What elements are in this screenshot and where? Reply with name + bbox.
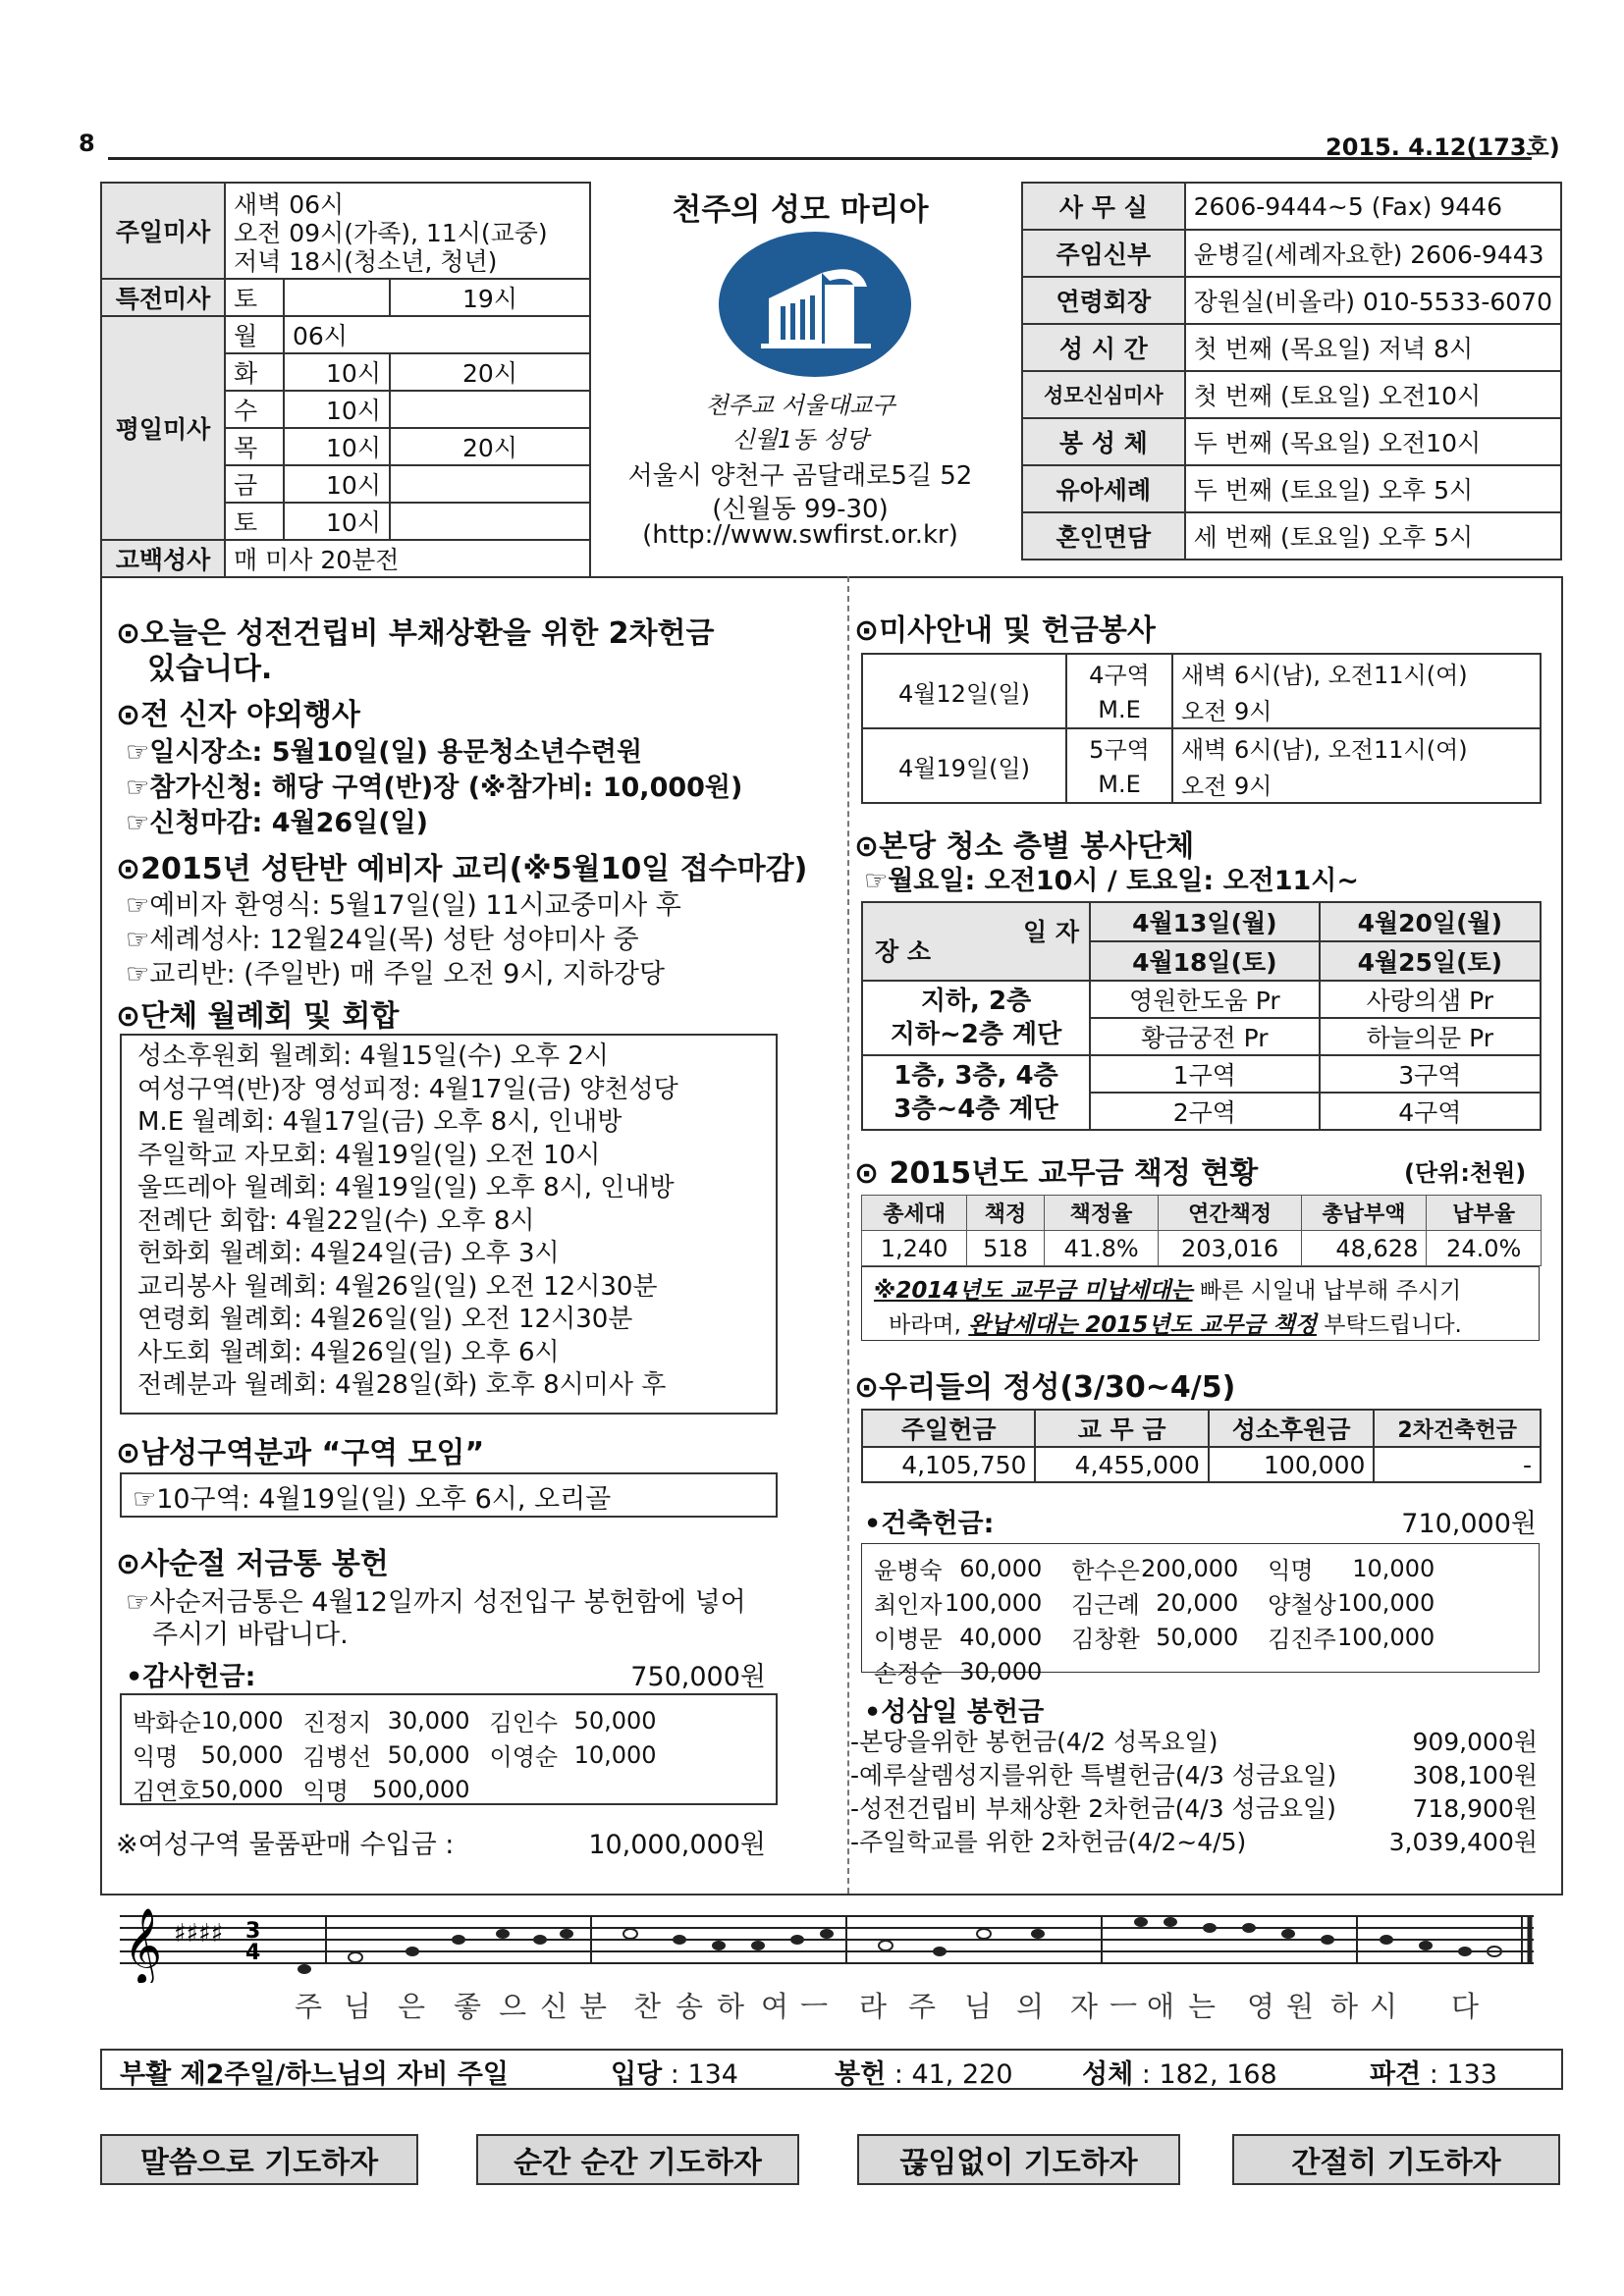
cleaning-table: [861, 901, 1542, 1131]
parish-address-2: (신월동 99-30): [712, 495, 889, 524]
tithe-note-emph: ※2014년도 교무금 미납세대는: [874, 1278, 1193, 1304]
hymn-lyric: 시: [1370, 1990, 1398, 2023]
prayer-button-word[interactable]: 말씀으로 기도하자: [100, 2134, 418, 2185]
thanks-total: 750,000원: [630, 1662, 766, 1692]
meeting-item: M.E 월례회: 4월17일(금) 오후 8시, 인내방: [137, 1107, 623, 1137]
donor-amount: 50,000: [200, 1740, 284, 1769]
stats-communion-value: 182, 168: [1159, 2059, 1277, 2090]
sunday-time: 오전 09시(가족), 11시(교중): [234, 218, 548, 247]
contact-value: 장원실(비올라) 010-5533-6070: [1185, 277, 1561, 324]
cleaning-cell: 1구역: [1090, 1055, 1320, 1093]
contact-value: 윤병길(세례자요한) 2606-9443: [1185, 230, 1561, 277]
sunday-time: 저녁 18시(청소년, 청년): [234, 246, 498, 276]
logo-calligraphy-1: 천주교 서울대교구: [705, 392, 895, 419]
special-empty: [284, 279, 390, 316]
meeting-item: 전례분과 월례회: 4월28일(화) 호후 8시미사 후: [137, 1370, 667, 1400]
meeting-item: 전례단 회합: 4월22일(수) 오후 8시: [137, 1205, 535, 1236]
triduum-label: •성삼일 봉헌금: [864, 1697, 1045, 1728]
triduum-name: -예루살렘성지를위한 특별헌금(4/3 성금요일): [850, 1761, 1337, 1789]
donor-name: 박화순: [133, 1709, 201, 1736]
weekday-day: 금: [225, 465, 284, 503]
outing-line: ☞참가신청: 해당 구역(반)장 (※참가비: 10,000원): [126, 773, 743, 803]
donor-name: 한수은: [1071, 1557, 1140, 1584]
triduum-list: [850, 1726, 1538, 1859]
weekday-day: 화: [225, 353, 284, 391]
weekday-time: 10시: [284, 391, 390, 428]
svg-text:𝄞: 𝄞: [124, 1907, 163, 1983]
hymn-lyric: 의: [1016, 1990, 1045, 2023]
donor-amount: 100,000: [1337, 1623, 1435, 1651]
donor-amount: 100,000: [945, 1588, 1043, 1617]
cleaning-head-place: 장 소: [875, 937, 932, 966]
logo-calligraphy-2: 신월1동 성당: [731, 426, 869, 454]
donor-name: 이병문: [874, 1626, 943, 1653]
weekday-day: 수: [225, 391, 284, 428]
mass-info-title: ⊙미사안내 및 헌금봉사: [854, 614, 1156, 648]
special-mass-label: 특전미사: [101, 279, 225, 316]
weekday-mass-label: 평일미사: [101, 316, 225, 540]
tithe-note-text: 바라며,: [889, 1312, 969, 1338]
meeting-item: 헌화회 월례회: 4월24일(금) 오후 3시: [137, 1239, 560, 1268]
mass-schedule-table: [100, 182, 591, 578]
offering-value: -: [1374, 1447, 1541, 1482]
parish-website[interactable]: (http://www.swfirst.or.kr): [642, 520, 958, 550]
mass-info-table: [861, 653, 1542, 804]
cleaning-date: 4월13일(월): [1090, 902, 1320, 941]
tithe-value: 48,628: [1301, 1231, 1427, 1266]
hymn-lyric: 애: [1147, 1990, 1175, 2023]
donor-amount: 10,000: [573, 1740, 657, 1769]
tithe-header: 책정: [967, 1196, 1045, 1231]
triduum-amount: 909,000원: [1412, 1728, 1538, 1756]
svg-text:3: 3: [245, 1919, 261, 1944]
triduum-row: [850, 1792, 1538, 1826]
cleaning-place-line: 지하, 2층: [920, 987, 1032, 1016]
contact-value: 두 번째 (목요일) 오전10시: [1185, 418, 1561, 465]
meeting-item: 성소후원회 월례회: 4월15일(수) 오후 2시: [137, 1041, 609, 1071]
hymn-lyric: 영: [1247, 1990, 1275, 2023]
meeting-item: 울뜨레아 월례회: 4월19일(일) 오후 8시, 인내방: [137, 1173, 675, 1202]
offerings-title: ⊙우리들의 정성(3/30~4/5): [854, 1370, 1236, 1405]
donor-name: 손정순: [874, 1660, 943, 1687]
weekday-time: [390, 503, 590, 540]
hymn-lyric: 하: [1330, 1990, 1359, 2023]
stats-dismissal-label: 파견: [1370, 2059, 1422, 2090]
offering-header: 주일헌금: [862, 1410, 1035, 1447]
triduum-amount: 3,039,400원: [1388, 1828, 1538, 1856]
tithe-header: 총납부액: [1301, 1196, 1427, 1231]
stats-dismissal-value: 133: [1446, 2059, 1497, 2090]
weekday-time: 10시: [284, 353, 390, 391]
catechism-line: ☞세례성사: 12월24일(목) 성탄 성야미사 중: [126, 925, 639, 955]
donor-name: 이영순: [489, 1743, 559, 1771]
confession-label: 고백성사: [101, 540, 225, 577]
prayer-button-moment[interactable]: 순간 순간 기도하자: [476, 2134, 799, 2185]
cleaning-cell: 황금궁전 Pr: [1090, 1018, 1320, 1055]
hymn-lyric: 님: [344, 1990, 372, 2023]
contact-value: 세 번째 (토요일) 오후 5시: [1185, 512, 1561, 560]
music-staff-icon: [120, 1904, 1543, 1983]
lent-line: ☞사순저금통은 4월12일까지 성전입구 봉헌함에 넣어: [126, 1587, 746, 1618]
parish-address: 서울시 양천구 곰달래로5길 52: [627, 461, 973, 491]
issue-label: 2015. 4.12(173호): [1326, 133, 1560, 161]
svg-text:♯♯♯♯: ♯♯♯♯: [174, 1919, 224, 1949]
cleaning-header-cell: [862, 902, 1090, 981]
hymn-lyric: 여: [761, 1990, 789, 2023]
donor-amount: 500,000: [372, 1775, 470, 1803]
hymn-lyric: 찬: [633, 1990, 662, 2023]
hymn-lyric: 으: [499, 1990, 527, 2023]
contact-label: 성모신심미사: [1022, 371, 1185, 418]
hymn-lyric: 주: [295, 1990, 323, 2023]
weekday-time: 10시: [284, 465, 390, 503]
donor-amount: 30,000: [387, 1706, 470, 1735]
tithe-value: 1,240: [862, 1231, 967, 1266]
hymn-lyric: 원: [1286, 1990, 1315, 2023]
weekday-time: [390, 465, 590, 503]
mass-group: M.E: [1066, 691, 1172, 728]
donor-name: 익명: [133, 1743, 179, 1771]
stats-communion-label: 성체: [1082, 2059, 1134, 2090]
tithe-title: ⊙ 2015년도 교무금 책정 현황: [854, 1156, 1259, 1191]
tithe-value: 41.8%: [1044, 1231, 1159, 1266]
svg-text:4: 4: [245, 1941, 261, 1965]
tithe-note-line: [889, 1307, 1462, 1339]
stats-sunday: 부활 제2주일/하느님의 자비 주일: [120, 2059, 509, 2090]
hymn-lyric: 은: [398, 1990, 426, 2023]
mass-times: 오전 9시: [1172, 766, 1541, 803]
triduum-amount: 308,100원: [1412, 1761, 1538, 1789]
donor-amount: 10,000: [1352, 1554, 1435, 1582]
tithe-note-text: 부탁드립니다.: [1316, 1312, 1462, 1338]
donor-amount: 50,000: [200, 1775, 284, 1803]
donor-name: 김연호: [133, 1778, 201, 1805]
cleaning-cell: 3구역: [1320, 1055, 1541, 1093]
mass-date: 4월12일(일): [862, 654, 1066, 728]
triduum-row: [850, 1726, 1538, 1759]
donor-amount: 40,000: [959, 1623, 1043, 1651]
sunday-mass-label: 주일미사: [101, 183, 225, 279]
catechism-line: ☞교리반: (주일반) 매 주일 오전 9시, 지하강당: [126, 959, 665, 989]
donor-name: 김인수: [489, 1709, 559, 1736]
tithe-table: [861, 1195, 1542, 1266]
contact-value: 두 번째 (토요일) 오후 5시: [1185, 465, 1561, 512]
triduum-name: -주일학교를 위한 2차헌금(4/2~4/5): [850, 1828, 1247, 1856]
meeting-item: 교리봉사 월례회: 4월26일(일) 오전 12시30분: [137, 1271, 658, 1302]
donor-amount: 60,000: [959, 1554, 1043, 1582]
donor-amount: [559, 1772, 657, 1806]
contact-label: 연령회장: [1022, 277, 1185, 324]
donor-name: 김창환: [1071, 1626, 1140, 1653]
mass-group: M.E: [1066, 766, 1172, 803]
hymn-lyric: 자: [1070, 1990, 1099, 2023]
tithe-note-line: [874, 1272, 1461, 1305]
cleaning-place-line: 1층, 3층, 4층: [893, 1061, 1058, 1091]
cleaning-cell: 사랑의샘 Pr: [1320, 981, 1541, 1018]
cleaning-date: 4월18일(토): [1090, 941, 1320, 981]
men-district-title: ⊙남성구역분과 “구역 모임”: [116, 1436, 485, 1470]
cleaning-title: ⊙본당 청소 층별 봉사단체: [854, 829, 1195, 864]
lent-title: ⊙사순절 저금통 봉헌: [116, 1547, 389, 1581]
cleaning-cell: 2구역: [1090, 1093, 1320, 1130]
mass-times: 오전 9시: [1172, 691, 1541, 728]
men-district-line: ☞10구역: 4월19일(일) 오후 6시, 오리골: [133, 1484, 612, 1515]
hymn-lyric: 좋: [454, 1990, 482, 2023]
triduum-name: -본당을위한 봉헌금(4/2 성목요일): [850, 1728, 1218, 1756]
weekday-day: 목: [225, 428, 284, 465]
contact-label: 혼인면담: [1022, 512, 1185, 560]
hymn-lyric: 신: [540, 1990, 568, 2023]
offering-value: 4,105,750: [862, 1447, 1035, 1482]
tithe-header: 책정율: [1044, 1196, 1159, 1231]
sunday-time: 새벽 06시: [234, 189, 345, 219]
donor-empty: [1336, 1654, 1435, 1688]
triduum-row: [850, 1759, 1538, 1792]
offerings-table: [861, 1409, 1542, 1483]
cleaning-subtitle: ☞월요일: 오전10시 / 토요일: 오전11시~: [864, 866, 1360, 896]
parish-title: 천주의 성모 마리아: [672, 192, 929, 228]
notice-second-collection: ⊙오늘은 성전건립비 부채상환을 위한 2차헌금: [116, 616, 715, 651]
weekday-day: 월: [225, 316, 284, 353]
contact-value: 2606-9444~5 (Fax) 9446: [1185, 183, 1561, 230]
hymn-lyric: ㅡ: [800, 1990, 829, 2023]
donor-amount: 50,000: [387, 1740, 470, 1769]
catechism-line: ☞예비자 환영식: 5월17일(일) 11시교중미사 후: [126, 890, 681, 921]
women-sales-label: ※여성구역 물품판매 수입금 :: [116, 1830, 455, 1860]
cleaning-place-line: 3층~4층 계단: [893, 1095, 1058, 1124]
outing-line: ☞일시장소: 5월10일(일) 용문청소년수련원: [126, 737, 643, 768]
donor-empty: [1140, 1654, 1268, 1688]
donor-amount: 30,000: [959, 1657, 1043, 1685]
offering-value: 4,455,000: [1035, 1447, 1208, 1482]
stats-communion: 성체 : 182, 168: [1082, 2059, 1277, 2090]
donor-amount: 10,000: [200, 1706, 284, 1735]
meetings-title: ⊙단체 월례회 및 회합: [116, 999, 400, 1034]
weekday-time: 10시: [284, 428, 390, 465]
donor-name: 양철상: [1268, 1591, 1336, 1619]
stats-entry: 입당 : 134: [611, 2059, 738, 2090]
meeting-item: 연령회 월례회: 4월26일(일) 오전 12시30분: [137, 1305, 633, 1334]
mass-date: 4월19일(일): [862, 728, 1066, 803]
tithe-header: 납부율: [1427, 1196, 1542, 1231]
hymn-lyric: 다: [1451, 1990, 1480, 2023]
notice-second-collection-cont: 있습니다.: [147, 652, 273, 686]
donor-name: 익명: [302, 1778, 349, 1805]
special-time: 19시: [390, 279, 590, 316]
tithe-header: 총세대: [862, 1196, 967, 1231]
meetings-list: [137, 1041, 678, 1403]
offering-value: 100,000: [1209, 1447, 1375, 1482]
contact-value: 첫 번째 (토요일) 오전10시: [1185, 371, 1561, 418]
donor-name: 진정지: [302, 1709, 372, 1736]
hymn-lyric: 주: [908, 1990, 937, 2023]
donor-amount: 50,000: [573, 1706, 657, 1735]
building-fund-label: •건축헌금:: [864, 1509, 995, 1539]
special-day: 토: [225, 279, 284, 316]
stats-entry-value: 134: [687, 2059, 738, 2090]
hymn-lyric: 하: [717, 1990, 745, 2023]
stats-offertory-label: 봉헌: [835, 2059, 887, 2090]
meeting-item: 사도회 월례회: 4월26일(일) 오후 6시: [137, 1337, 560, 1367]
page-number: 8: [79, 130, 95, 157]
confession-value: 매 미사 20분전: [225, 540, 590, 577]
outing-line: ☞신청마감: 4월26일(일): [126, 808, 429, 838]
weekday-time: 10시: [284, 503, 390, 540]
stats-offertory-value: 41, 220: [911, 2059, 1013, 2090]
cleaning-date: 4월20일(월): [1320, 902, 1541, 941]
donor-name: [490, 1772, 559, 1806]
donor-name: 김진주: [1268, 1626, 1336, 1653]
hymn-lyric: 송: [676, 1990, 704, 2023]
donor-name: 최인자: [874, 1591, 943, 1619]
weekday-time: 06시: [284, 316, 590, 353]
cleaning-cell: 4구역: [1320, 1093, 1541, 1130]
cleaning-head-day: 일 자: [1022, 918, 1079, 946]
tithe-value: 24.0%: [1427, 1231, 1542, 1266]
tithe-note-text: 빠른 시일내 납부해 주시기: [1192, 1278, 1462, 1304]
donor-name: 김병선: [302, 1743, 372, 1771]
outing-title: ⊙전 신자 야외행사: [116, 698, 360, 732]
church-logo-icon: [712, 228, 918, 380]
donor-amount: 200,000: [1141, 1554, 1239, 1582]
stats-offertory: 봉헌 : 41, 220: [835, 2059, 1013, 2090]
cleaning-cell: 하늘의문 Pr: [1320, 1018, 1541, 1055]
donor-amount: 20,000: [1156, 1588, 1239, 1617]
thanks-label: •감사헌금:: [126, 1662, 256, 1692]
hymn-staff: [120, 1904, 1543, 1987]
contact-label: 성 시 간: [1022, 324, 1185, 371]
tithe-unit: (단위:천원): [1404, 1159, 1527, 1187]
donor-name: 익명: [1268, 1557, 1314, 1584]
parish-logo: [712, 228, 918, 384]
cleaning-cell: 영원한도움 Pr: [1090, 981, 1320, 1018]
tithe-note-emph: 완납세대는 2015년도 교무금 책정: [968, 1312, 1317, 1338]
catechism-title: ⊙2015년 성탄반 예비자 교리(※5월10일 접수마감): [116, 852, 808, 886]
weekday-time: 20시: [390, 428, 590, 465]
mass-times: 새벽 6시(남), 오전11시(여): [1172, 728, 1541, 766]
column-divider: [847, 576, 849, 1894]
triduum-row: [850, 1826, 1538, 1859]
donor-empty: [1268, 1654, 1336, 1688]
donor-empty: [1071, 1654, 1140, 1688]
contact-label: 봉 성 체: [1022, 418, 1185, 465]
weekday-time: 20시: [390, 353, 590, 391]
offering-header: 성소후원금: [1209, 1410, 1375, 1447]
cleaning-date: 4월25일(토): [1320, 941, 1541, 981]
contact-label: 주임신부: [1022, 230, 1185, 277]
donor-amount: 50,000: [1156, 1623, 1239, 1651]
stats-entry-label: 입당: [611, 2059, 663, 2090]
prayer-button-earnest[interactable]: 간절히 기도하자: [1232, 2134, 1560, 2185]
stats-dismissal: 파견 : 133: [1370, 2059, 1497, 2090]
mass-group: 4구역: [1066, 654, 1172, 691]
thanks-donors: [133, 1703, 657, 1806]
contact-label: 유아세례: [1022, 465, 1185, 512]
donor-name: 윤병숙: [874, 1557, 943, 1584]
offering-header: 2차건축헌금: [1374, 1410, 1541, 1447]
cleaning-place: [862, 981, 1090, 1055]
hymn-lyric: 분: [579, 1990, 608, 2023]
tithe-value: 203,016: [1159, 1231, 1301, 1266]
cleaning-place-line: 지하~2층 계단: [890, 1020, 1062, 1049]
building-donors: [874, 1551, 1435, 1688]
lent-line: 주시기 바랍니다.: [152, 1620, 349, 1650]
meeting-item: 여성구역(반)장 영성피정: 4월17일(금) 양천성당: [137, 1074, 678, 1104]
sunday-times: [225, 183, 590, 279]
weekday-day: 토: [225, 503, 284, 540]
mass-group: 5구역: [1066, 728, 1172, 766]
contact-value: 첫 번째 (목요일) 저녁 8시: [1185, 324, 1561, 371]
prayer-button-unceasing[interactable]: 끊임없이 기도하자: [857, 2134, 1180, 2185]
cleaning-place: [862, 1055, 1090, 1130]
contacts-table: [1021, 182, 1562, 561]
hymn-lyric: 님: [964, 1990, 993, 2023]
building-fund-total: 710,000원: [1401, 1509, 1537, 1539]
tithe-header: 연간책정: [1159, 1196, 1301, 1231]
triduum-name: -성전건립비 부채상환 2차헌금(4/3 성금요일): [850, 1794, 1336, 1823]
offering-header: 교 무 금: [1035, 1410, 1208, 1447]
women-sales-value: 10,000,000원: [588, 1830, 766, 1860]
contact-label: 사 무 실: [1022, 183, 1185, 230]
tithe-value: 518: [967, 1231, 1045, 1266]
hymn-lyric: 라: [859, 1990, 888, 2023]
weekday-time: [390, 391, 590, 428]
triduum-amount: 718,900원: [1412, 1794, 1538, 1823]
mass-times: 새벽 6시(남), 오전11시(여): [1172, 654, 1541, 691]
header-rule: [108, 157, 1532, 160]
hymn-lyric: 는: [1188, 1990, 1217, 2023]
donor-amount: 100,000: [1337, 1588, 1435, 1617]
meeting-item: 주일학교 자모회: 4월19일(일) 오전 10시: [137, 1140, 601, 1170]
donor-name: 김근례: [1071, 1591, 1140, 1619]
hymn-lyric: ㅡ: [1110, 1990, 1138, 2023]
